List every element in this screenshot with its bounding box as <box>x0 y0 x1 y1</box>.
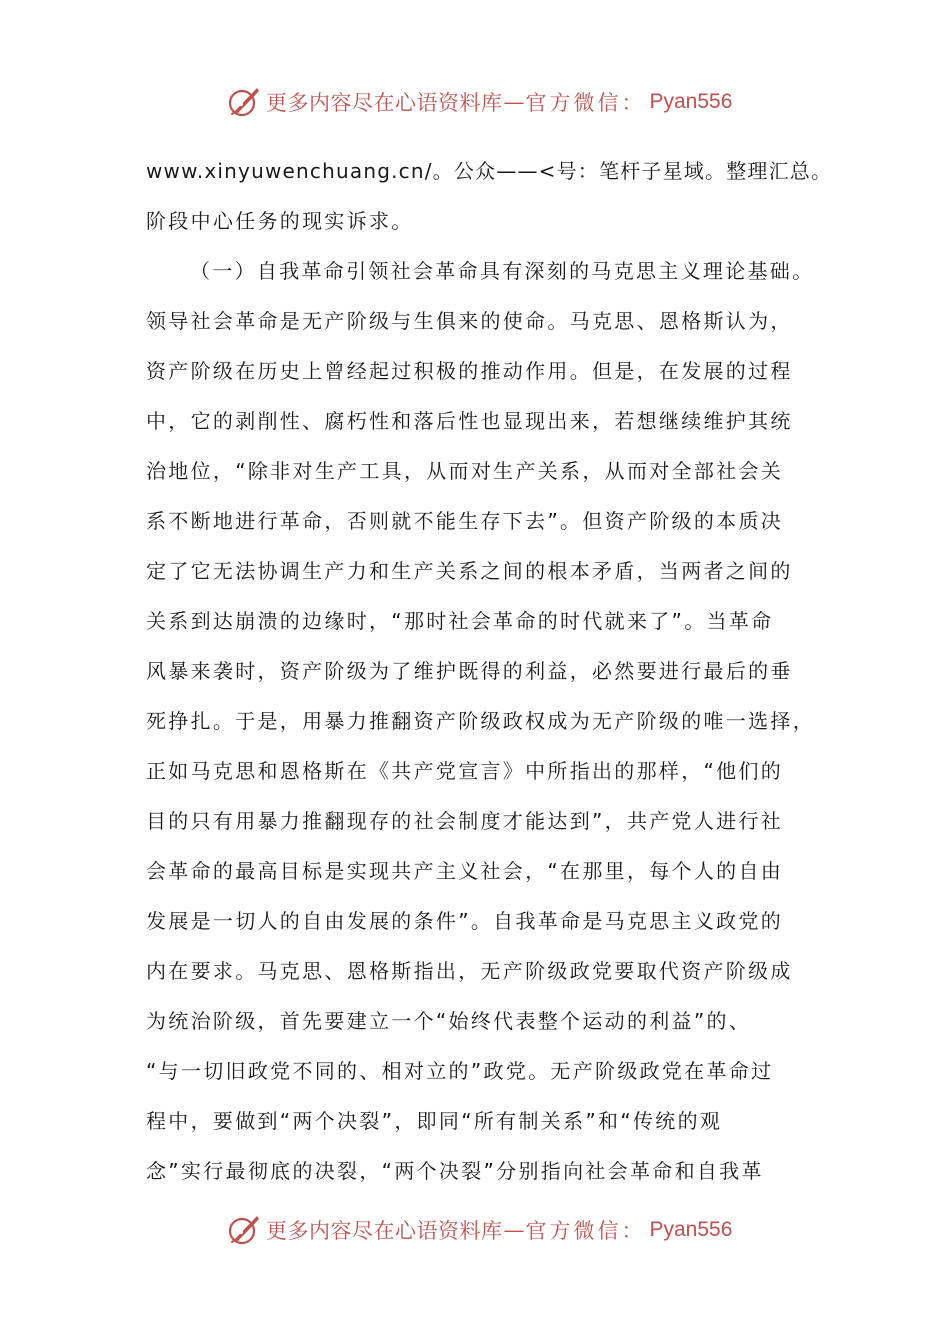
text-line: 关系到达崩溃的边缘时，“那时社会革命的时代就来了”。当革命 <box>146 609 774 633</box>
text-line: 为统治阶级，首先要建立一个“始终代表整个运动的利益”的、 <box>146 1009 752 1033</box>
header-wechat-id: Pyan556 <box>649 90 733 113</box>
footer-wechat-label: 官方微信： <box>525 1219 646 1243</box>
header-banner <box>226 82 732 122</box>
text-line: 领导社会革命是无产阶级与生俱来的使命。马克思、恩格斯认为， <box>146 309 793 333</box>
text-line: 程中，要做到“两个决裂”，即同“所有制关系”和“传统的观 <box>146 1109 723 1133</box>
text-line: 资产阶级在历史上曾经起过积极的推动作用。但是，在发展的过程 <box>146 359 793 383</box>
header-wechat-label: 官方微信： <box>525 91 646 115</box>
footer-wechat-id: Pyan556 <box>649 1218 733 1241</box>
text-line: 定了它无法协调生产力和生产关系之间的根本矛盾，当两者之间的 <box>146 559 793 583</box>
quill-pen-logo-icon <box>226 1212 262 1248</box>
text-line: www.xinyuwenchuang.cn/。公众——<号：笔杆子星域。整理汇总。 <box>146 159 833 183</box>
text-line: “与一切旧政党不同的、相对立的”政党。无产阶级政党在革命过 <box>146 1059 774 1083</box>
footer-brand-text: 更多内容尽在心语资料库 <box>266 1219 503 1243</box>
text-line: 风暴来袭时，资产阶级为了维护既得的利益，必然要进行最后的垂 <box>146 659 793 683</box>
document-body <box>146 146 833 1196</box>
text-line: 会革命的最高目标是实现共产主义社会，“在那里，每个人的自由 <box>146 859 784 883</box>
text-line: 发展是一切人的自由发展的条件”。自我革命是马克思主义政党的 <box>146 909 784 933</box>
footer-separator: — <box>503 1218 525 1242</box>
text-line: 死挣扎。于是，用暴力推翻资产阶级政权成为无产阶级的唯一选择， <box>146 709 815 733</box>
footer-banner <box>226 1210 732 1250</box>
text-line: 内在要求。马克思、恩格斯指出，无产阶级政党要取代资产阶级成 <box>146 959 793 983</box>
text-line: 中，它的剥削性、腐朽性和落后性也显现出来，若想继续维护其统 <box>146 409 793 433</box>
header-brand-text: 更多内容尽在心语资料库 <box>266 91 503 115</box>
text-line: 系不断地进行革命，否则就不能生存下去”。但资产阶级的本质决 <box>146 509 784 533</box>
text-line: 治地位，“除非对生产工具，从而对生产关系，从而对全部社会关 <box>146 459 784 483</box>
quill-pen-logo-icon <box>226 84 262 120</box>
header-separator: — <box>503 90 525 114</box>
text-line: 念”实行最彻底的决裂，“两个决裂”分别指向社会革命和自我革 <box>146 1159 764 1183</box>
text-line: 正如马克思和恩格斯在《共产党宣言》中所指出的那样，“他们的 <box>146 759 784 783</box>
section-heading-line: （一）自我革命引领社会革命具有深刻的马克思主义理论基础。 <box>190 259 815 283</box>
text-line: 目的只有用暴力推翻现存的社会制度才能达到”，共产党人进行社 <box>146 809 784 833</box>
text-line: 阶段中心任务的现实诉求。 <box>146 209 414 233</box>
